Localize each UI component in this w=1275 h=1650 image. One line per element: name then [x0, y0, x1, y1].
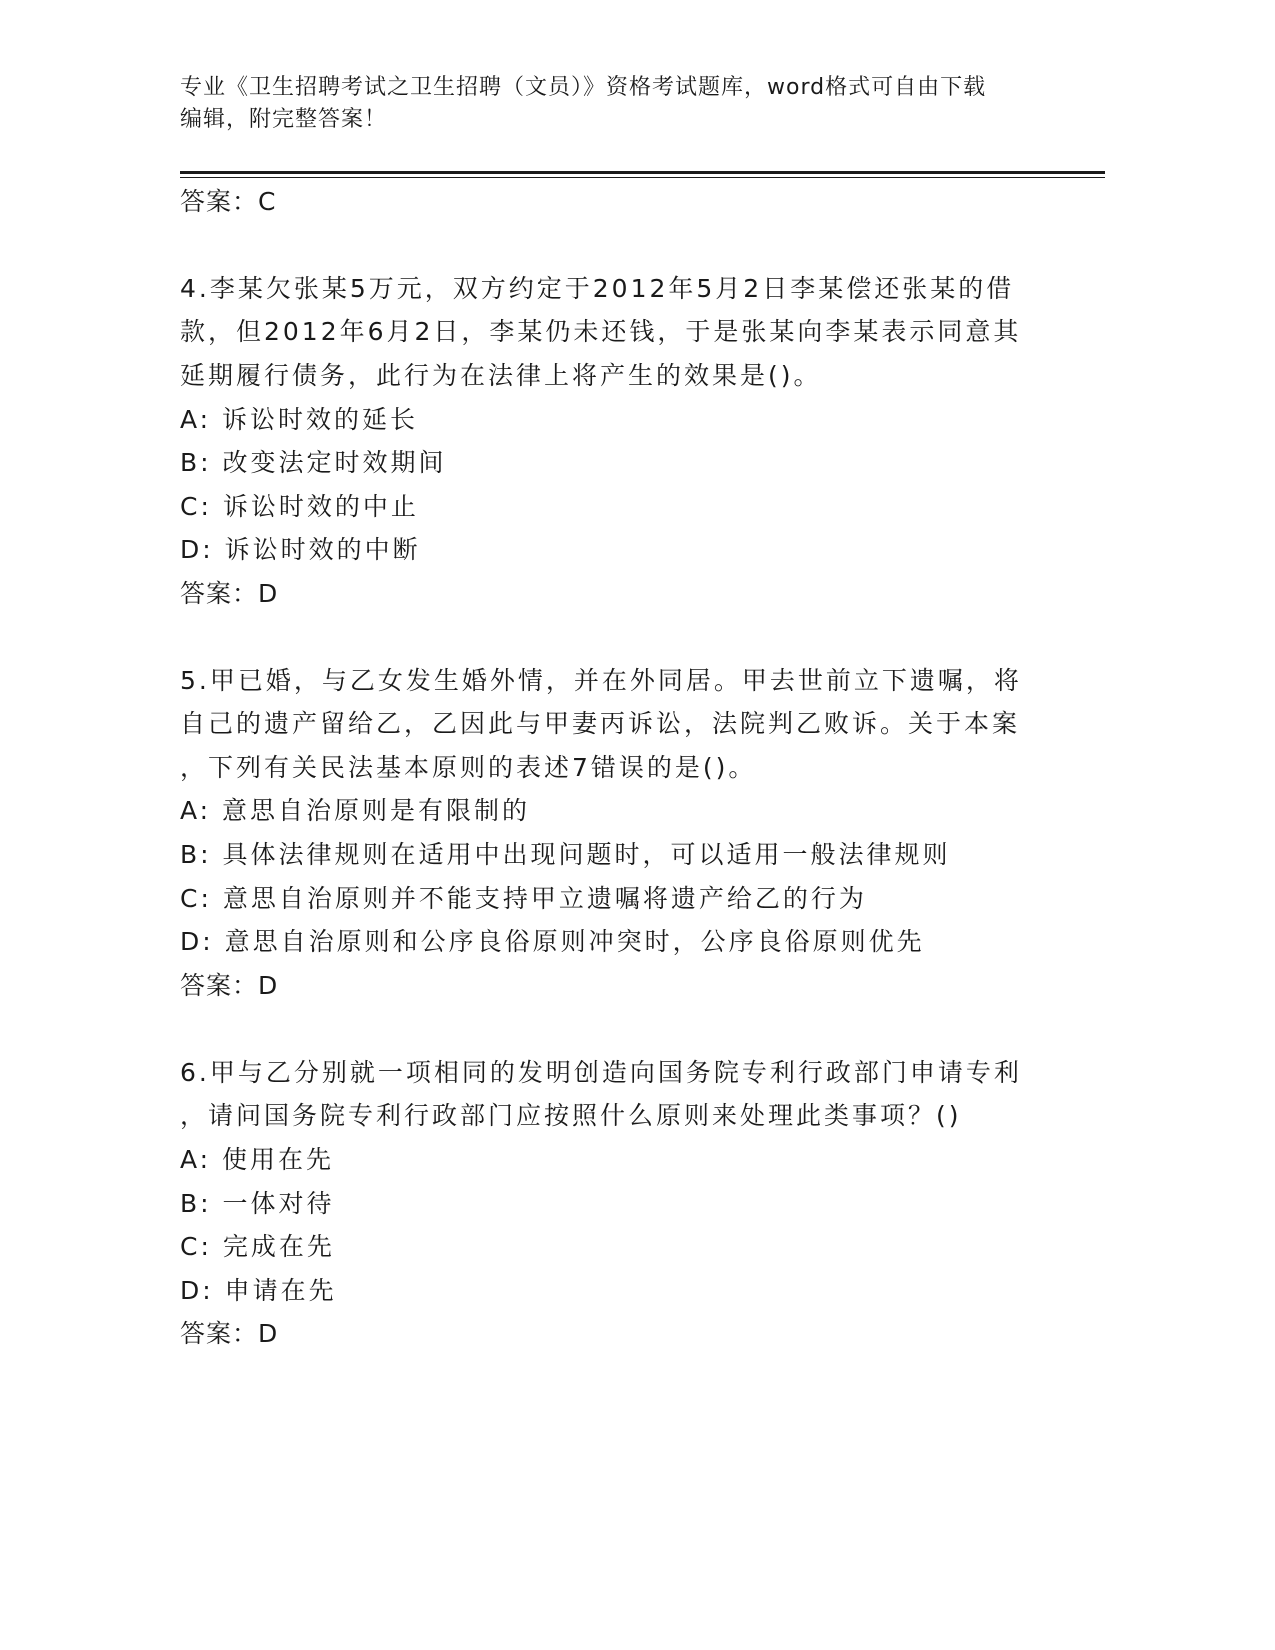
question-6-line-1: 6.甲与乙分别就一项相同的发明创造向国务院专利行政部门申请专利 — [180, 1058, 1022, 1087]
header-rule-thin — [180, 177, 1105, 178]
question-4-line-3: 延期履行债务，此行为在法律上将产生的效果是()。 — [180, 361, 822, 390]
question-4-option-d: D: 诉讼时效的中断 — [180, 535, 421, 564]
question-5-option-a: A: 意思自治原则是有限制的 — [180, 796, 531, 825]
question-6-answer: 答案：D — [180, 1319, 279, 1348]
previous-answer: 答案：C — [180, 187, 277, 216]
question-5-line-3: ，下列有关民法基本原则的表述7错误的是()。 — [180, 753, 757, 782]
question-5-option-b: B: 具体法律规则在适用中出现问题时，可以适用一般法律规则 — [180, 840, 951, 869]
question-6-line-2: ，请问国务院专利行政部门应按照什么原则来处理此类事项？() — [180, 1101, 962, 1130]
document-header — [180, 72, 1040, 136]
question-5-option-d: D: 意思自治原则和公序良俗原则冲突时，公序良俗原则优先 — [180, 927, 925, 956]
question-4-option-a: A: 诉讼时效的延长 — [180, 405, 419, 434]
question-6-option-b: B: 一体对待 — [180, 1189, 335, 1218]
header-line-2: 编辑，附完整答案！ — [180, 107, 388, 132]
question-4-answer: 答案：D — [180, 579, 279, 608]
question-5-option-c: C: 意思自治原则并不能支持甲立遗嘱将遗产给乙的行为 — [180, 884, 867, 913]
question-5-line-1: 5.甲已婚，与乙女发生婚外情，并在外同居。甲去世前立下遗嘱，将 — [180, 666, 1022, 695]
question-4-line-2: 款，但2012年6月2日，李某仍未还钱，于是张某向李某表示同意其 — [180, 317, 1022, 346]
header-rule-thick — [180, 171, 1105, 174]
question-6-option-c: C: 完成在先 — [180, 1232, 335, 1261]
question-5-line-2: 自己的遗产留给乙，乙因此与甲妻丙诉讼，法院判乙败诉。关于本案 — [180, 709, 1021, 738]
header-line-1: 专业《卫生招聘考试之卫生招聘（文员）》资格考试题库，word格式可自由下载 — [180, 75, 987, 100]
question-4-line-1: 4.李某欠张某5万元，双方约定于2012年5月2日李某偿还张某的借 — [180, 274, 1015, 303]
question-5-answer: 答案：D — [180, 971, 279, 1000]
question-6-option-a: A: 使用在先 — [180, 1145, 335, 1174]
question-6-option-d: D: 申请在先 — [180, 1276, 337, 1305]
question-4-option-b: B: 改变法定时效期间 — [180, 448, 447, 477]
question-4-option-c: C: 诉讼时效的中止 — [180, 492, 419, 521]
